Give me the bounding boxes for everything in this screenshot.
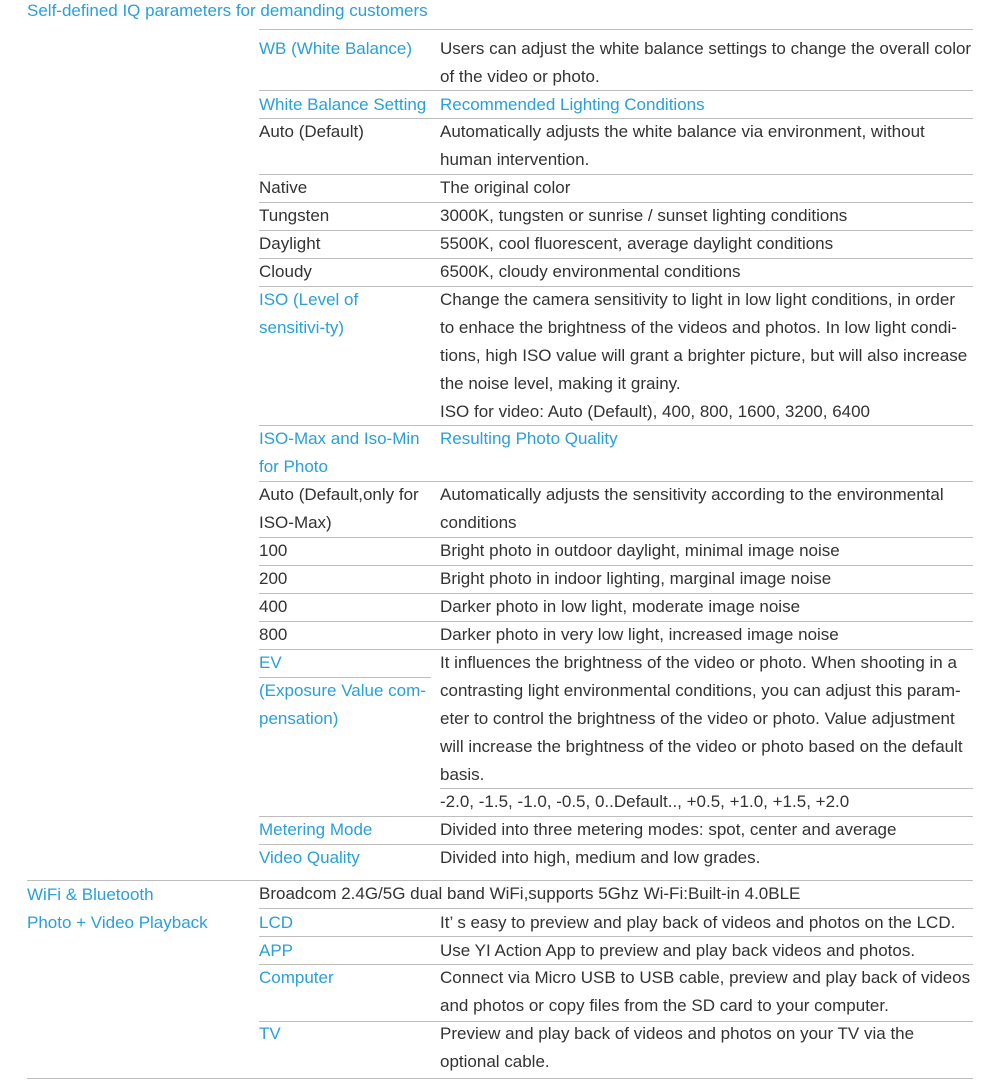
row-value-iso-200: Bright photo in indoor lighting, marginal image noise [440, 569, 832, 588]
playback-label-tv: TV [259, 1024, 281, 1043]
row-value-metering: Divided into three metering modes: spot, center and average [440, 820, 897, 839]
row-value-daylight: 5500K, cool fluorescent, average daylight conditions [440, 234, 834, 253]
row-label-iso-auto: Auto (Default,only for ISO-Max) [259, 485, 419, 532]
section-title-wifi: WiFi & Bluetooth [27, 885, 154, 904]
divider [27, 1078, 973, 1079]
playback-value-app: Use YI Action App to preview and play back videos and photos. [440, 941, 916, 960]
row-value-ev: It influences the brightness of the video or photo. When shooting in a contrasting light environmental conditions, you can adjust this param-eter to control the brightness of the video or photo. Value adjustment will increase the brightness of the video or photo based on the default basis. [440, 653, 963, 784]
row-label-wb-setting: White Balance Setting [259, 95, 427, 114]
row-label-metering: Metering Mode [259, 820, 373, 839]
row-value-iso-400: Darker photo in low light, moderate image noise [440, 597, 801, 616]
row-value-ev-range: -2.0, -1.5, -1.0, -0.5, 0..Default.., +0.5, +1.0, +1.5, +2.0 [440, 792, 850, 811]
row-label-auto: Auto (Default) [259, 122, 364, 141]
row-label-iso-400: 400 [259, 597, 288, 616]
row-value-auto: Automatically adjusts the white balance via environment, without human intervention. [440, 122, 925, 169]
row-value-iso-100: Bright photo in outdoor daylight, minimal image noise [440, 541, 840, 560]
row-label-wb: WB (White Balance) [259, 39, 413, 58]
playback-value-lcd: It’ s easy to preview and play back of videos and photos on the LCD. [440, 913, 956, 932]
row-value-iso-800: Darker photo in very low light, increased image noise [440, 625, 839, 644]
row-value-wb: Users can adjust the white balance settings to change the overall color of the video or photo. [440, 39, 972, 86]
row-value-tungsten: 3000K, tungsten or sunrise / sunset lighting conditions [440, 206, 848, 225]
playback-label-lcd: LCD [259, 913, 294, 932]
row-label-iso-200: 200 [259, 569, 288, 588]
row-label-iso-800: 800 [259, 625, 288, 644]
row-label-iso: ISO (Level of sensitivi-ty) [259, 290, 359, 337]
row-value-cloudy: 6500K, cloudy environmental conditions [440, 262, 741, 281]
wifi-value: Broadcom 2.4G/5G dual band WiFi,supports 5Ghz Wi-Fi:Built-in 4.0BLE [259, 884, 801, 903]
playback-value-tv: Preview and play back of videos and photos on your TV via the optional cable. [440, 1024, 915, 1071]
row-label-daylight: Daylight [259, 234, 321, 253]
row-value-video-quality: Divided into high, medium and low grades. [440, 848, 761, 867]
row-value-iso: Change the camera sensitivity to light in low light conditions, in order to enhace the brightness of the videos and photos. In low light condi-tions, high ISO value will grant a brighter picture, but will also increase the noise level, making it grainy. [440, 290, 968, 393]
row-label-iso-100: 100 [259, 541, 288, 560]
row-label-native: Native [259, 178, 308, 197]
playback-label-computer: Computer [259, 968, 334, 987]
row-label-tungsten: Tungsten [259, 206, 330, 225]
playback-label-app: APP [259, 941, 294, 960]
row-label-cloudy: Cloudy [259, 262, 312, 281]
section-title-playback: Photo + Video Playback [27, 913, 208, 932]
playback-value-computer: Connect via Micro USB to USB cable, preview and play back of videos and photos or copy files from the SD card to your computer. [440, 968, 971, 1015]
row-label-video-quality: Video Quality [259, 848, 360, 867]
row-value-iso-max-min: Resulting Photo Quality [440, 429, 618, 448]
row-value-wb-setting: Recommended Lighting Conditions [440, 95, 705, 114]
row-value-iso-video: ISO for video: Auto (Default), 400, 800, 1600, 3200, 6400 [440, 402, 871, 421]
section-title-iq: Self-defined IQ parameters for demanding customers [27, 1, 428, 20]
row-label-ev: EV [259, 653, 282, 672]
row-label-ev-sub: (Exposure Value com-pensation) [259, 681, 426, 728]
divider [259, 29, 973, 30]
row-value-native: The original color [440, 178, 571, 197]
row-value-iso-auto: Automatically adjusts the sensitivity according to the environmental conditions [440, 485, 944, 532]
row-label-iso-max-min: ISO-Max and Iso-Min for Photo [259, 429, 420, 476]
